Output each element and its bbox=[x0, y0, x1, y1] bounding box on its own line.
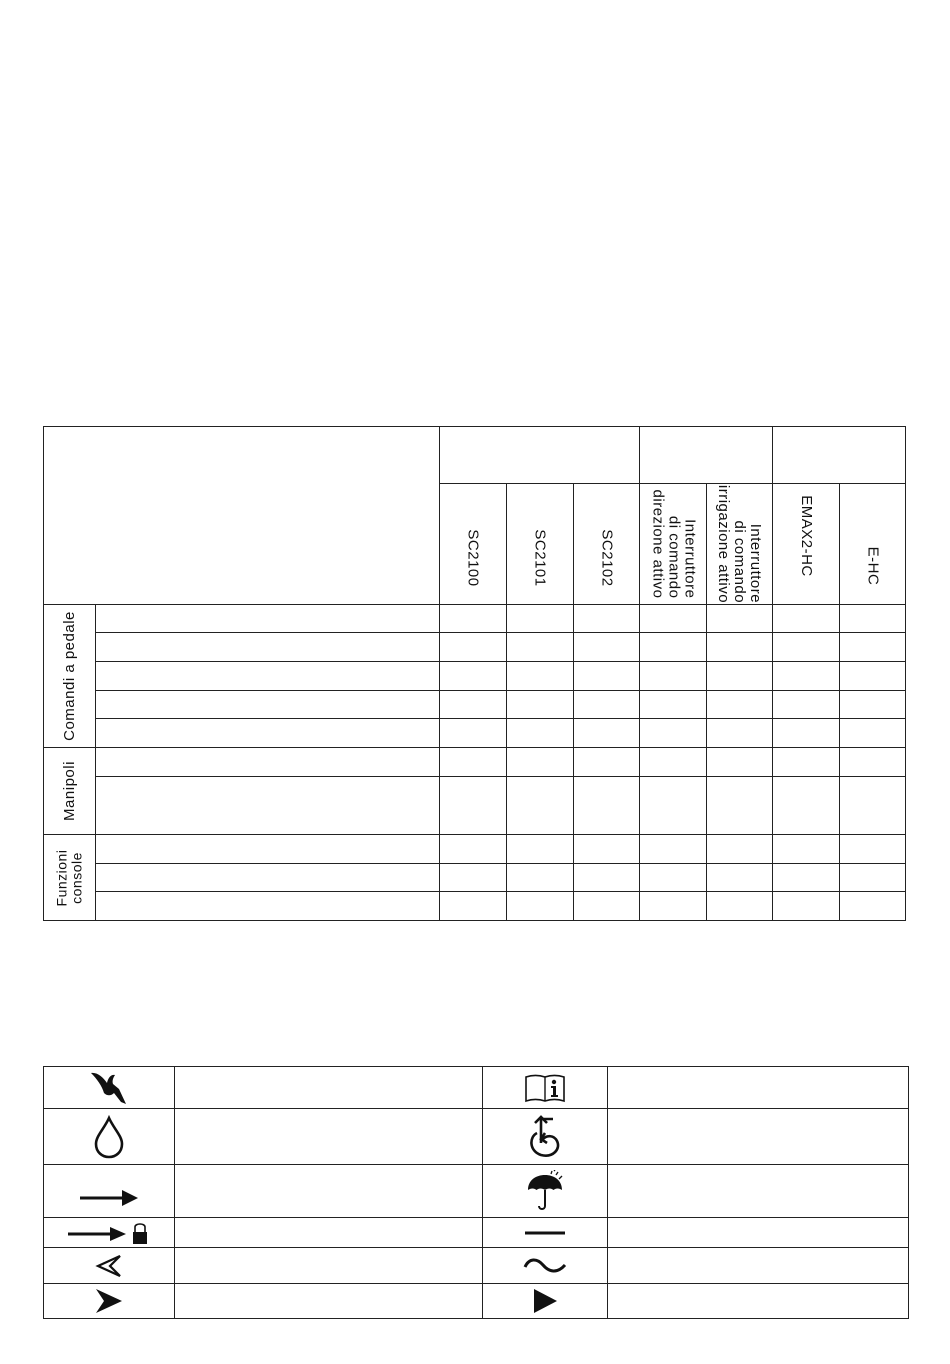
column-header-emax2-hc bbox=[773, 484, 839, 604]
column-label: Interruttore di comando direzione attivo bbox=[649, 489, 698, 599]
symbols-table bbox=[43, 1066, 909, 1319]
section-label: Comandi a pedale bbox=[60, 611, 78, 741]
column-label: SC2102 bbox=[598, 529, 616, 587]
bird-icon bbox=[44, 1067, 174, 1108]
column-header-irrigation-switch bbox=[707, 484, 772, 604]
column-header-sc2100 bbox=[440, 484, 506, 604]
ac-wave-icon bbox=[483, 1248, 607, 1283]
filled-arrowhead-icon bbox=[44, 1284, 174, 1318]
column-header-e-hc bbox=[840, 484, 905, 604]
water-drop-icon bbox=[44, 1109, 174, 1164]
manual-info-icon bbox=[483, 1067, 607, 1108]
dc-line-icon bbox=[483, 1218, 607, 1247]
column-header-sc2102 bbox=[574, 484, 639, 604]
arrow-lock-icon bbox=[44, 1218, 174, 1247]
compatibility-table bbox=[43, 426, 906, 921]
play-triangle-icon bbox=[483, 1284, 607, 1318]
column-label: SC2100 bbox=[465, 529, 482, 587]
recycle-icon bbox=[483, 1109, 607, 1164]
arrow-right-icon bbox=[44, 1165, 174, 1217]
open-arrowhead-icon bbox=[44, 1248, 174, 1283]
column-header-sc2101 bbox=[507, 484, 573, 604]
column-label: Interruttore di comando irrigazione attivo bbox=[715, 484, 765, 604]
column-label: SC2101 bbox=[532, 529, 549, 587]
section-label: Funzioni console bbox=[53, 849, 85, 906]
section-label-console-functions bbox=[44, 835, 95, 920]
column-header-direction-switch bbox=[640, 484, 706, 604]
section-label-pedal-controls bbox=[44, 605, 95, 747]
umbrella-rain-icon bbox=[483, 1165, 607, 1217]
section-label: Manipoli bbox=[60, 761, 78, 821]
column-label: E-HC bbox=[864, 546, 882, 586]
column-label: EMAX2-HC bbox=[798, 495, 816, 577]
section-label-handpieces bbox=[44, 748, 95, 834]
